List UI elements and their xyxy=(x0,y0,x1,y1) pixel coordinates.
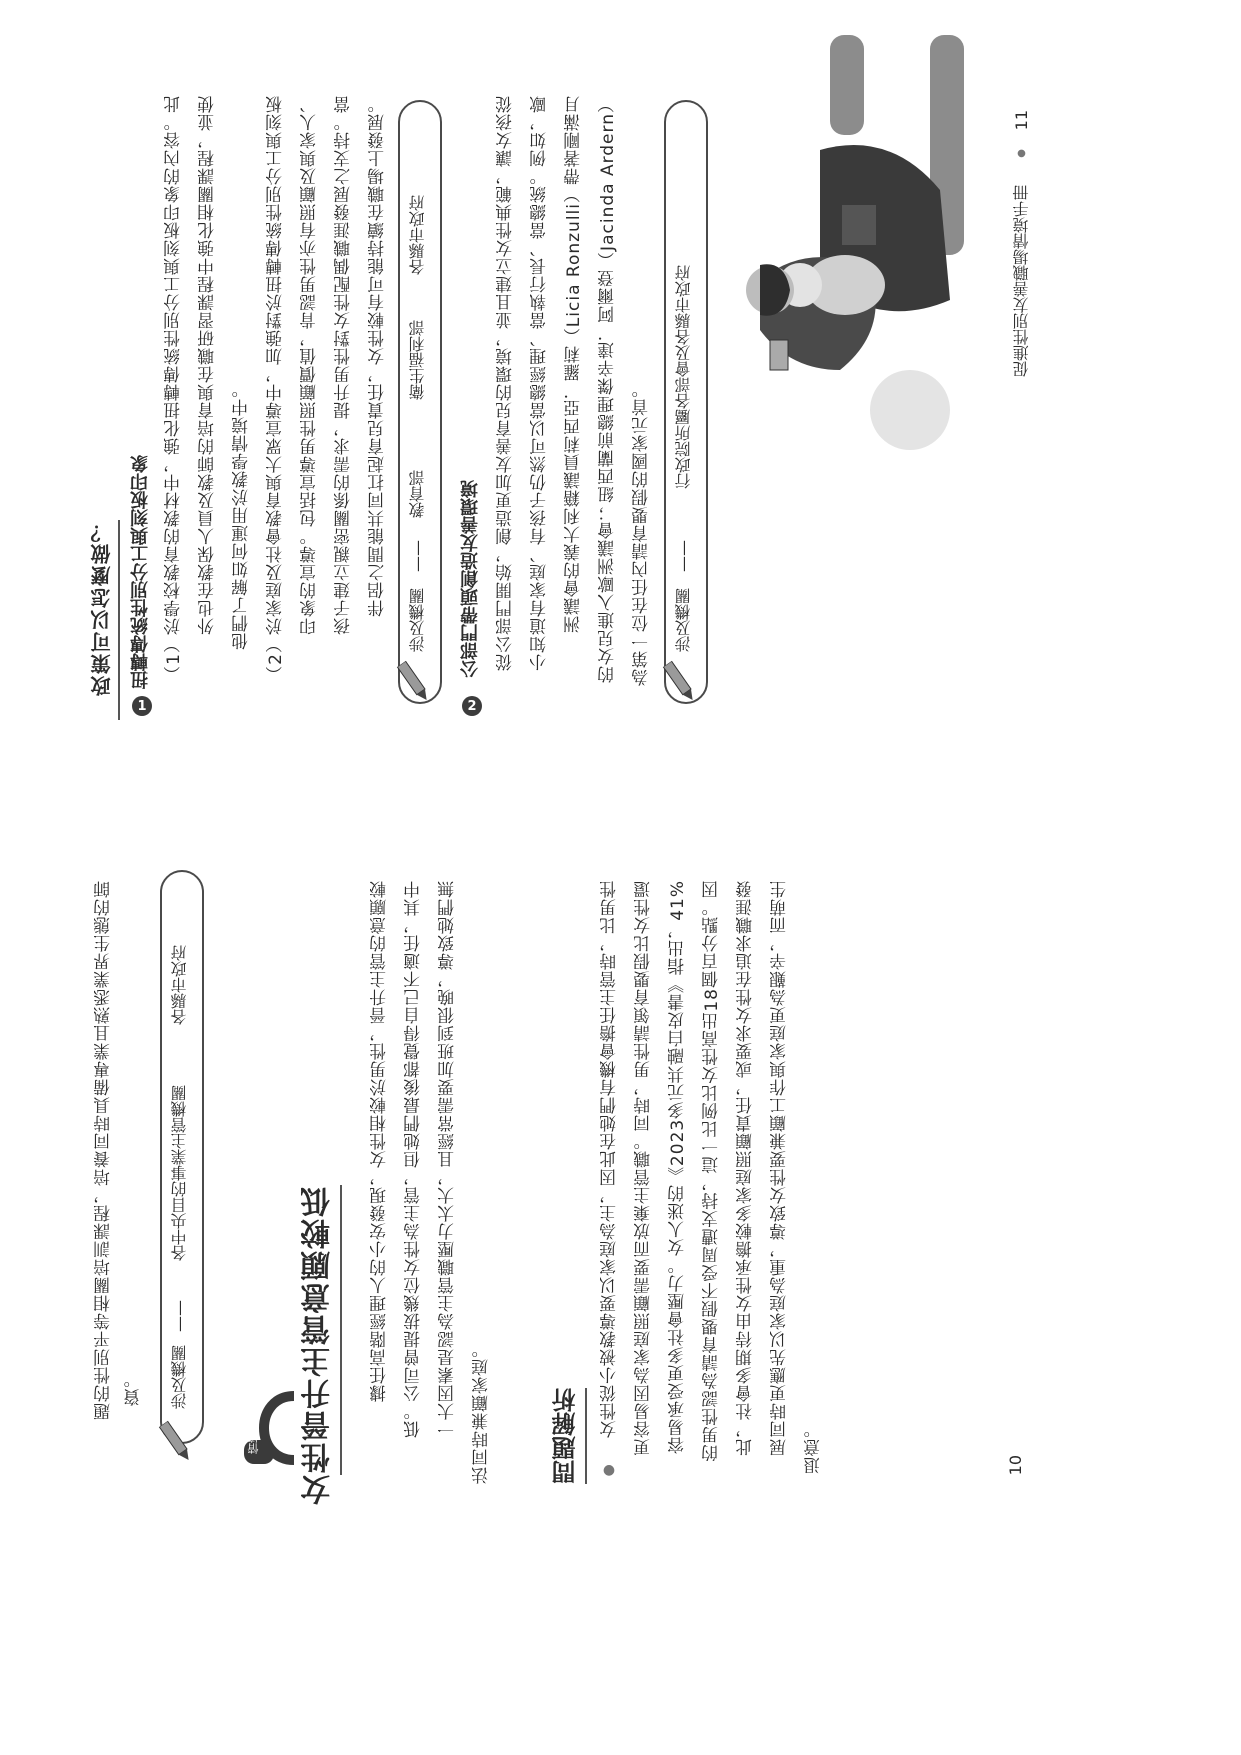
item-2-title: 公部門帶頭創造友善環境 xyxy=(460,480,481,678)
agency-dash: —— xyxy=(408,540,427,572)
policy-heading: 政策可以怎麼做？ xyxy=(90,520,114,696)
problem-line: 展同時更應先以家庭為重，導致女性要兼顧工作與家庭更為艱辛，而萌生 xyxy=(770,880,790,1456)
scenario-letter xyxy=(260,1392,261,1393)
agency-item: 各縣市政府 xyxy=(408,195,427,275)
problem-line: 的男性認為請育嬰假不受周遭支持，這一比例比女性高出18個百分點。因 xyxy=(702,880,722,1462)
intro-line-2: 資。 xyxy=(124,1370,144,1406)
scenario-title: 女性晉升主管意願較低 xyxy=(301,1185,336,1505)
bullet-icon: ● xyxy=(601,1462,617,1478)
item-1-badge: 1 xyxy=(132,696,152,716)
intro-line-1: 題的性別平等相關培訓課程，培養同時具備專業且熟悉業界生態的師 xyxy=(94,880,114,1420)
item-2-badge: 2 xyxy=(462,696,482,716)
agency-item: 行政院所屬各部會及各縣市政府 xyxy=(674,265,693,489)
para1-line: 法同時兼顧家庭。 xyxy=(472,1340,492,1484)
problem-heading: 問題解析 xyxy=(552,1388,580,1484)
item-1-line: （1）於學校教育的教材中，強化扭轉傳統性別分工與刻板印象的內容。此 xyxy=(164,95,184,683)
problem-underline xyxy=(585,1388,587,1484)
item-2-line: 的女兒進入歐洲議會；紐西蘭前總理傑辛達．阿爾登（Jacinda Ardern） xyxy=(598,95,618,683)
item-1-line: 孩子建立親密關係的需求，提升男性對女性配偶職涯發展之支持。當 xyxy=(334,95,354,635)
footer-dot: ● xyxy=(1016,148,1027,159)
scenario-badge-label: 情境 xyxy=(247,1432,260,1454)
item-2-line: 小知道有家庭、有孩子仍然可以當總經理、當執行長、當總統。例如，歐 xyxy=(530,95,550,671)
page-number-right: 11 xyxy=(1012,110,1031,131)
agency-label: 涉及機關 xyxy=(674,588,693,652)
problem-line: 退意。 xyxy=(804,1420,824,1474)
footer-title: 促進性別友善職場情境手冊 xyxy=(1012,185,1031,377)
agency-item: 各中央目的事業主管機關 xyxy=(170,1085,189,1261)
item-1-line: 他們了解如何運用於教學情境中。 xyxy=(232,380,252,650)
item-2-line: 洲議會的義大利籍議員莉西亞．羅莉（Licia Ronzulli）帶著剛滿月 xyxy=(564,95,584,634)
problem-line: 女性從小被教導要以家庭為主，因此在她們有機會擔任主管時，比男性 xyxy=(600,880,620,1438)
item-2-line: 為第一位在任內請育嬰假的國家元首。 xyxy=(632,380,652,686)
item-1-line: 伴侶之間能共同扛起育兒責任，女性較有可能持續在職場上發展。 xyxy=(368,95,388,617)
agency-item: 教育部 xyxy=(408,470,427,518)
item-1-line: 外也在教保人員及教師的培育與在職研習課程中強化相關課程，並使 xyxy=(198,95,218,635)
problem-line: 此，社會多期待由女性承擔較多家庭照顧責任，或要求女性在追求職涯發 xyxy=(736,880,756,1456)
agency-label: 涉及機關 xyxy=(408,588,427,652)
agency-label: 涉及機關 xyxy=(170,1345,189,1409)
agency-dash: —— xyxy=(170,1300,189,1332)
illustration-woman-with-baby xyxy=(730,30,990,450)
title-underline xyxy=(340,1185,342,1475)
problem-line: 容易承受更多社會壓力。女人迷的《2023多元共融白皮書》指出，41% xyxy=(668,880,688,1455)
agency-item: 衛生福利部 xyxy=(408,320,427,400)
agency-dash: —— xyxy=(674,540,693,572)
scenario-badge xyxy=(244,1390,302,1466)
item-2-line: 從公部門開始，創造更加友善育兒的環境，並且建立女性典範，讓女孩從 xyxy=(496,95,516,671)
item-1-title: 扭轉傳統性別分工與刻板印象 xyxy=(130,455,151,689)
page-number-left: 10 xyxy=(1006,1455,1025,1476)
agency-item: 各縣市政府 xyxy=(170,945,189,1025)
item-1-line: （2）於家庭及社會教育與大眾宣導中，加強對於扭轉傳統性別分工與刻板 xyxy=(266,95,286,683)
para1-line: 低。公司曾提拔幾位女性為主管，但她們最後都覺得自己不適任，其中 xyxy=(404,880,424,1438)
problem-line: 更容易因為家庭照顧需要而放棄主管職。同時，男性請領育嬰假比女性還 xyxy=(634,880,654,1456)
policy-underline xyxy=(118,520,120,720)
item-1-line: 印象的宣導。包括宣導男性照顧價值，肯認男性亦有照顧及與家人、 xyxy=(300,95,320,635)
para1-line: 據任高階經理人的小安發現，女性相較於男性，晉升主管的意願較 xyxy=(370,880,390,1402)
para1-line: 一大因素是認為主管職壓力太大，且經常需要加班到很晚，導致她們無 xyxy=(438,880,458,1438)
